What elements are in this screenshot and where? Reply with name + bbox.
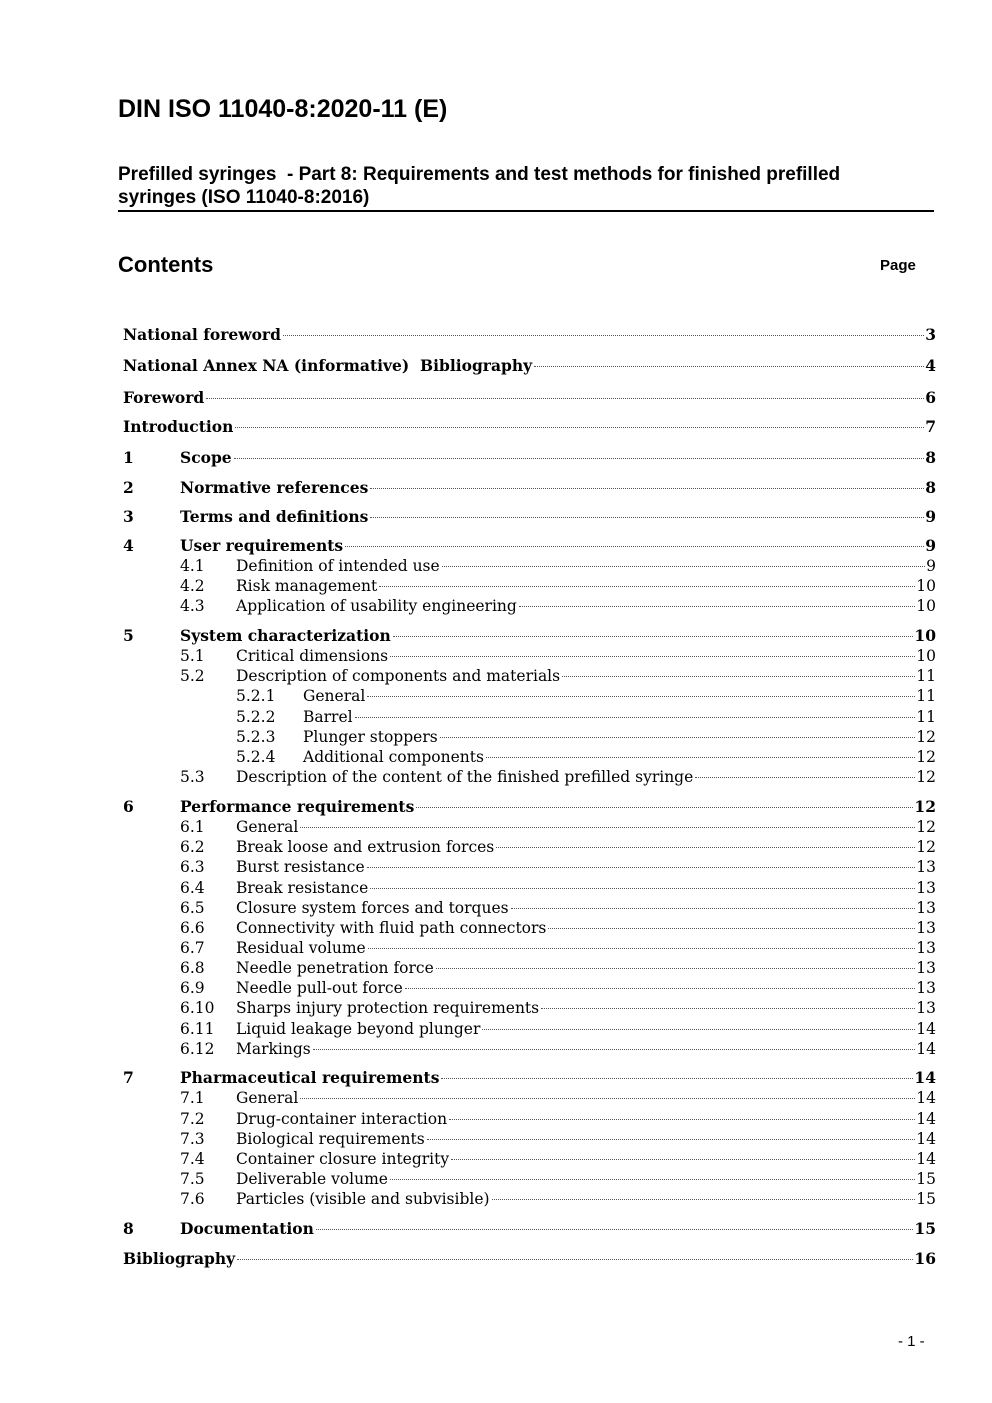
toc-entry[interactable]: [123, 576, 936, 596]
toc-entry[interactable]: [123, 1219, 936, 1239]
toc-entry-number: 5.2.2: [236, 708, 276, 726]
dot-leader: [370, 516, 924, 518]
document-subtitle: Prefilled syringes - Part 8: Requirements and test methods for finished prefilled syringes (ISO 11040-8:2016): [118, 164, 841, 208]
toc-entry-title: Drug-container interaction: [236, 1110, 448, 1128]
dot-leader: [548, 927, 915, 929]
toc-entry-number: 6.4: [180, 879, 205, 897]
toc-entry[interactable]: [123, 448, 936, 468]
toc-entry-number: 6.6: [180, 919, 205, 937]
toc-entry-number: 4.3: [180, 597, 205, 615]
dot-leader: [442, 565, 925, 567]
toc-entry-number: 6.12: [180, 1040, 215, 1058]
toc-entry[interactable]: [123, 356, 936, 376]
toc-entry[interactable]: [123, 898, 936, 918]
toc-entry-number: 1: [123, 448, 134, 467]
toc-entry-title: Documentation: [180, 1219, 314, 1238]
dot-leader: [379, 585, 915, 587]
toc-entry-title: Introduction: [123, 417, 234, 436]
toc-entry[interactable]: [123, 1019, 936, 1039]
toc-entry-title: Sharps injury protection requirements: [236, 999, 540, 1017]
toc-entry-title: Closure system forces and torques: [236, 899, 509, 917]
dot-leader: [440, 736, 916, 738]
toc-entry[interactable]: [123, 478, 936, 498]
toc-entry-page: 15: [914, 1219, 936, 1238]
dot-leader: [355, 716, 916, 718]
toc-entry[interactable]: [123, 817, 936, 837]
toc-entry-number: 5.2: [180, 667, 205, 685]
toc-entry-number: 5.2.1: [236, 687, 276, 705]
toc-entry[interactable]: [123, 626, 936, 646]
toc-entry-title: Needle penetration force: [236, 959, 434, 977]
toc-entry-title: National Annex NA (informative) Bibliography: [123, 356, 533, 375]
toc-entry-page: 16: [914, 1249, 936, 1268]
toc-entry-page: 13: [916, 919, 936, 937]
toc-entry-title: Break loose and extrusion forces: [236, 838, 495, 856]
toc-entry-title: Additional components: [303, 748, 484, 766]
toc-entry[interactable]: [123, 325, 936, 345]
toc-entry-page: 13: [916, 939, 936, 957]
toc-entry-number: 7.2: [180, 1110, 205, 1128]
toc-entry-title: Break resistance: [236, 879, 369, 897]
dot-leader: [695, 776, 915, 778]
toc-entry-page: 12: [914, 797, 936, 816]
toc-entry-number: 5.2.3: [236, 728, 276, 746]
toc-entry-number: 4: [123, 536, 134, 555]
dot-leader: [449, 1118, 915, 1120]
toc-entry[interactable]: [123, 1169, 936, 1189]
toc-entry-number: 7.5: [180, 1170, 205, 1188]
dot-leader: [519, 605, 915, 607]
toc-entry-number: 4.1: [180, 557, 205, 575]
toc-entry-number: 7.4: [180, 1150, 205, 1168]
dot-leader: [492, 1198, 916, 1200]
toc-entry-title: Biological requirements: [236, 1130, 425, 1148]
dot-leader: [436, 967, 915, 969]
dot-leader: [367, 866, 916, 868]
toc-entry-number: 5.3: [180, 768, 205, 786]
toc-entry-page: 10: [916, 597, 936, 615]
toc-entry-page: 15: [916, 1170, 936, 1188]
toc-entry-page: 9: [925, 536, 936, 555]
toc-entry-title: Terms and definitions: [180, 507, 369, 526]
contents-heading: Contents: [118, 252, 214, 277]
toc-entry-title: Needle pull-out force: [236, 979, 403, 997]
toc-entry-title: Particles (visible and subvisible): [236, 1190, 490, 1208]
toc-entry-title: Container closure integrity: [236, 1150, 450, 1168]
dot-leader: [427, 1138, 916, 1140]
toc-entry[interactable]: [123, 388, 936, 408]
toc-entry-page: 15: [916, 1190, 936, 1208]
dot-leader: [237, 1258, 913, 1260]
toc-entry-page: 13: [916, 879, 936, 897]
toc-entry[interactable]: [123, 1068, 936, 1088]
dot-leader: [235, 426, 924, 428]
toc-entry-page: 11: [916, 667, 936, 685]
toc-entry-number: 6.5: [180, 899, 205, 917]
toc-entry[interactable]: [123, 1149, 936, 1169]
toc-entry-title: General: [303, 687, 366, 705]
toc-entry-title: Critical dimensions: [236, 647, 389, 665]
toc-entry[interactable]: [123, 1129, 936, 1149]
toc-entry-page: 12: [916, 748, 936, 766]
toc-entry-page: 12: [916, 838, 936, 856]
toc-entry-page: 13: [916, 999, 936, 1017]
toc-entry[interactable]: [123, 556, 936, 576]
toc-entry-page: 8: [925, 448, 936, 467]
toc-entry-number: 7.6: [180, 1190, 205, 1208]
toc-entry-number: 6.2: [180, 838, 205, 856]
toc-entry[interactable]: [123, 958, 936, 978]
dot-leader: [313, 1048, 916, 1050]
toc-entry[interactable]: [123, 938, 936, 958]
dot-leader: [416, 806, 913, 808]
dot-leader: [511, 907, 916, 909]
toc-entry[interactable]: [123, 1109, 936, 1129]
toc-entry-title: Markings: [236, 1040, 311, 1058]
toc-entry-page: 14: [916, 1130, 936, 1148]
toc-entry-number: 7.1: [180, 1089, 205, 1107]
toc-entry-number: 7.3: [180, 1130, 205, 1148]
toc-entry-number: 6.3: [180, 858, 205, 876]
toc-entry[interactable]: [123, 998, 936, 1018]
toc-entry-title: Definition of intended use: [236, 557, 440, 575]
dot-leader: [316, 1228, 914, 1230]
toc-entry-page: 7: [925, 417, 936, 436]
toc-entry-number: 5: [123, 626, 134, 645]
toc-entry-title: Application of usability engineering: [236, 597, 517, 615]
toc-entry-number: 4.2: [180, 577, 205, 595]
toc-entry-title: Normative references: [180, 478, 369, 497]
toc-entry[interactable]: [123, 646, 936, 666]
toc-entry-page: 14: [916, 1089, 936, 1107]
dot-leader: [405, 987, 916, 989]
page-number: - 1 -: [898, 1333, 925, 1350]
toc-entry-title: National foreword: [123, 325, 281, 344]
toc-entry-page: 9: [925, 507, 936, 526]
dot-leader: [534, 365, 924, 367]
toc-entry[interactable]: [123, 596, 936, 616]
toc-entry-number: 6.11: [180, 1020, 215, 1038]
dot-leader: [206, 397, 924, 399]
toc-entry-page: 13: [916, 959, 936, 977]
toc-entry-title: General: [236, 1089, 299, 1107]
dot-leader: [390, 1178, 915, 1180]
toc-entry-page: 8: [925, 478, 936, 497]
toc-entry[interactable]: [123, 666, 936, 686]
toc-entry-number: 5.1: [180, 647, 205, 665]
dot-leader: [367, 695, 915, 697]
toc-entry-title: Barrel: [303, 708, 353, 726]
toc-entry-page: 4: [925, 356, 936, 375]
toc-entry-number: 8: [123, 1219, 134, 1238]
toc-entry[interactable]: [123, 857, 936, 877]
toc-entry-title: Foreword: [123, 388, 205, 407]
toc-entry[interactable]: [123, 837, 936, 857]
dot-leader: [541, 1007, 915, 1009]
toc-entry-number: 6.10: [180, 999, 215, 1017]
dot-leader: [562, 675, 915, 677]
toc-entry-page: 6: [925, 388, 936, 407]
toc-entry[interactable]: [123, 727, 936, 747]
toc-entry-page: 11: [916, 708, 936, 726]
toc-entry-title: User requirements: [180, 536, 344, 555]
toc-entry[interactable]: [123, 797, 936, 817]
dot-leader: [370, 887, 915, 889]
toc-entry-title: General: [236, 818, 299, 836]
dot-leader: [441, 1077, 913, 1079]
document-title: DIN ISO 11040-8:2020-11 (E): [118, 95, 448, 123]
toc-entry-page: 12: [916, 768, 936, 786]
toc-entry-number: 7: [123, 1068, 134, 1087]
dot-leader: [390, 655, 915, 657]
dot-leader: [482, 1028, 915, 1030]
dot-leader: [370, 487, 924, 489]
toc-entry-title: Burst resistance: [236, 858, 365, 876]
toc-entry[interactable]: [123, 878, 936, 898]
dot-leader: [496, 846, 915, 848]
dot-leader: [300, 826, 915, 828]
toc-entry-title: Risk management: [236, 577, 378, 595]
toc-entry-page: 14: [916, 1040, 936, 1058]
toc-entry[interactable]: [123, 1039, 936, 1059]
toc-entry-number: 6.8: [180, 959, 205, 977]
toc-entry[interactable]: [123, 536, 936, 556]
toc-entry[interactable]: [123, 978, 936, 998]
toc-entry-page: 10: [916, 647, 936, 665]
toc-entry-page: 10: [916, 577, 936, 595]
toc-entry-page: 14: [916, 1020, 936, 1038]
toc-entry[interactable]: [123, 507, 936, 527]
toc-entry-page: 3: [925, 325, 936, 344]
toc-entry[interactable]: [123, 1249, 936, 1269]
toc-entry-title: Connectivity with fluid path connectors: [236, 919, 547, 937]
page-column-label: Page: [880, 257, 916, 274]
dot-leader: [451, 1158, 915, 1160]
toc-entry-page: 14: [914, 1068, 936, 1087]
toc-entry-page: 10: [914, 626, 936, 645]
toc-entry-page: 9: [926, 557, 936, 575]
toc-entry-number: 6.9: [180, 979, 205, 997]
toc-entry[interactable]: [123, 417, 936, 437]
toc-entry[interactable]: [123, 686, 936, 706]
toc-entry-page: 14: [916, 1110, 936, 1128]
dot-leader: [368, 947, 916, 949]
toc-entry-title: Performance requirements: [180, 797, 415, 816]
dot-leader: [486, 756, 915, 758]
toc-entry-title: Bibliography: [123, 1249, 236, 1268]
toc-entry-title: Residual volume: [236, 939, 366, 957]
toc-entry-page: 12: [916, 818, 936, 836]
toc-entry-page: 14: [916, 1150, 936, 1168]
toc-entry-number: 6.7: [180, 939, 205, 957]
toc-entry[interactable]: [123, 1189, 936, 1209]
toc-entry[interactable]: [123, 1088, 936, 1108]
toc-entry-title: Pharmaceutical requirements: [180, 1068, 440, 1087]
toc-entry-number: 2: [123, 478, 134, 497]
toc-entry-number: 6: [123, 797, 134, 816]
toc-entry[interactable]: [123, 747, 936, 767]
toc-entry-number: 6.1: [180, 818, 205, 836]
toc-entry[interactable]: [123, 707, 936, 727]
toc-entry-title: Scope: [180, 448, 232, 467]
dot-leader: [283, 334, 924, 336]
toc-entry-title: Description of the content of the finished prefilled syringe: [236, 768, 694, 786]
toc-entry-page: 13: [916, 979, 936, 997]
dot-leader: [393, 635, 914, 637]
toc-entry-title: Plunger stoppers: [303, 728, 438, 746]
toc-entry-page: 13: [916, 858, 936, 876]
toc-entry-title: System characterization: [180, 626, 391, 645]
toc-entry-title: Deliverable volume: [236, 1170, 388, 1188]
toc-entry-page: 13: [916, 899, 936, 917]
dot-leader: [300, 1097, 915, 1099]
toc-entry[interactable]: [123, 918, 936, 938]
toc-entry-page: 11: [916, 687, 936, 705]
toc-entry-title: Liquid leakage beyond plunger: [236, 1020, 481, 1038]
dot-leader: [234, 457, 925, 459]
toc-entry[interactable]: [123, 767, 936, 787]
dot-leader: [345, 545, 924, 547]
toc-entry-number: 3: [123, 507, 134, 526]
toc-entry-page: 12: [916, 728, 936, 746]
toc-entry-number: 5.2.4: [236, 748, 276, 766]
toc-entry-title: Description of components and materials: [236, 667, 561, 685]
